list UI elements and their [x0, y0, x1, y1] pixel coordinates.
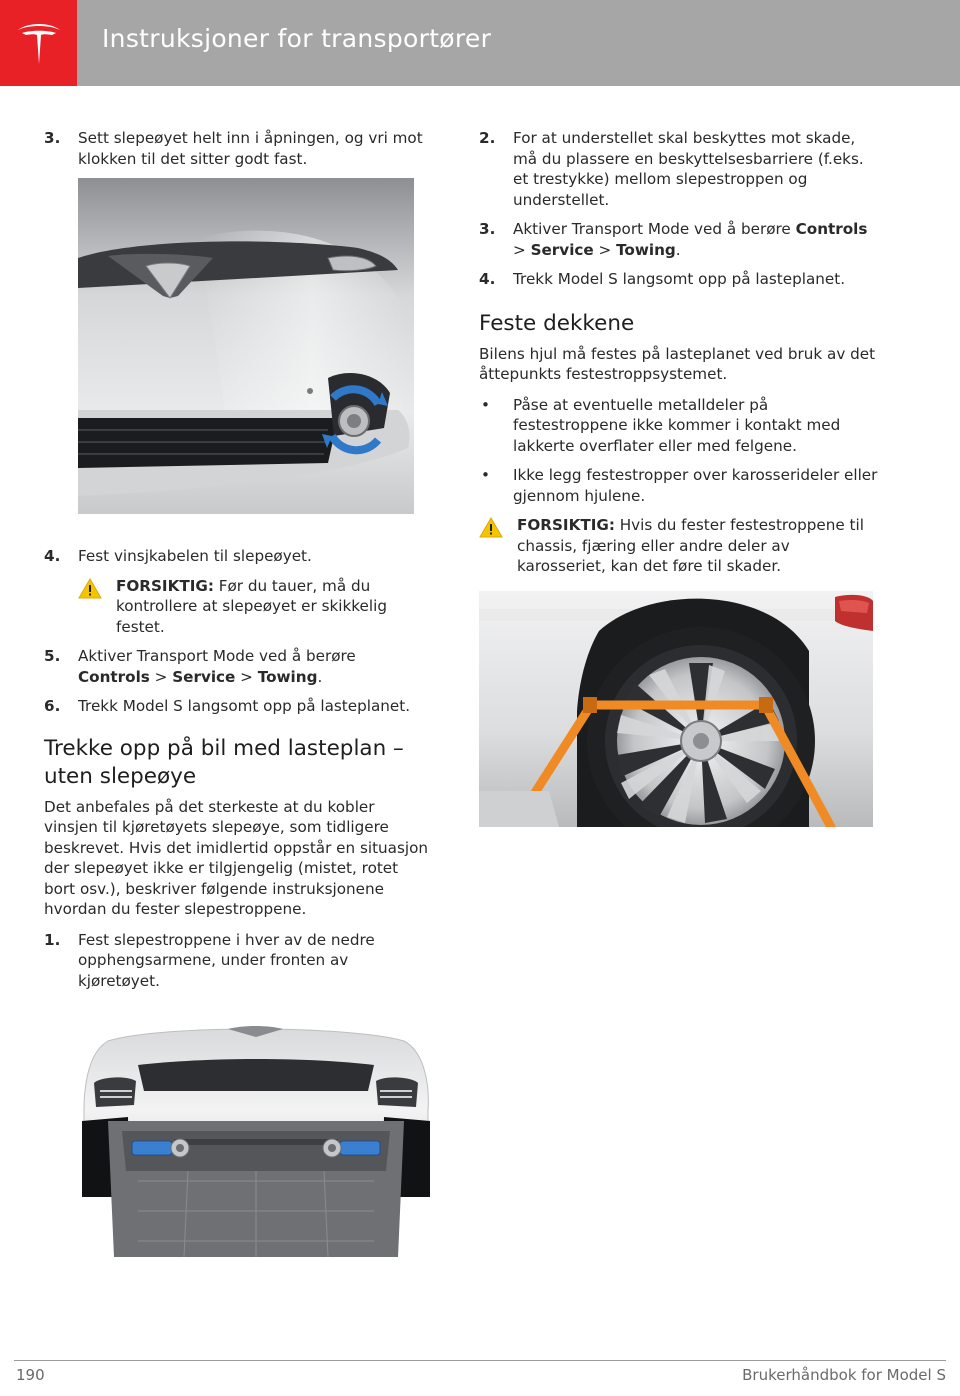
section-paragraph: Det anbefales på det sterkeste at du kobler vinsjen til kjøretøyets slepeøye, som tidligere beskrevet. Hvis det imidlertid oppstår en situasjon der slepeøyet ikke er tilgjengelig (mistet, rotet bort osv.), beskriver følgende instruksjonene hvordan du fester slepestroppene. — [44, 797, 429, 918]
section-heading-secure-tires: Feste dekkene — [479, 310, 635, 336]
left-column — [44, 128, 430, 1257]
step-number: 1. — [44, 930, 61, 949]
caution-note-left — [78, 576, 430, 638]
step-text-pre: Aktiver Transport Mode ved å berøre — [513, 220, 796, 238]
tow-eye-front-illustration — [78, 178, 414, 514]
step-text — [513, 219, 879, 260]
menu-path-separator: > — [235, 667, 258, 686]
step-5-left — [44, 646, 430, 687]
footer-divider — [14, 1360, 946, 1361]
step-number: 5. — [44, 647, 61, 665]
step-6-left — [44, 696, 430, 717]
step-3-left — [44, 128, 430, 169]
step-2-right — [479, 128, 879, 210]
right-column — [479, 128, 879, 827]
step-text: For at understellet skal beskyttes mot skade, må du plassere en beskyttelsesbarriere (f.eks. et trestykke) mellom slepestroppen og understellet. — [513, 129, 864, 209]
bullet-text: Ikke legg festestropper over karosserideler eller gjennom hjulene. — [513, 466, 878, 505]
step-text: Fest slepestroppene i hver av de nedre opphengsarmene, under fronten av kjøretøyet. — [78, 930, 375, 990]
page-header — [0, 0, 960, 86]
bullet-item — [479, 395, 879, 457]
caution-label: FORSIKTIG: — [116, 576, 214, 595]
section-heading-flatbed: Trekke opp på bil med lasteplan – uten slepeøye — [44, 735, 404, 789]
step-number: 4. — [44, 547, 61, 565]
step-text-end: . — [675, 240, 681, 259]
page-number: 190 — [16, 1366, 45, 1384]
step-text: Trekk Model S langsomt opp på lasteplanet. — [513, 270, 846, 288]
caution-text — [517, 515, 879, 577]
caution-body: Hvis du fester festestroppene til chassis, fjæring eller andre deler av karosseriet, kan det føre til skader. — [517, 516, 864, 575]
menu-path-separator: > — [149, 667, 173, 686]
step-4-left — [44, 546, 430, 567]
menu-path-separator: > — [593, 240, 617, 259]
menu-path-controls: Controls — [795, 220, 868, 238]
bullet-item — [479, 465, 879, 506]
caution-body: Før du tauer, må du kontrollere at slepeøyet er skikkelig festet. — [116, 576, 387, 636]
menu-path-service: Service — [172, 667, 236, 686]
step-text — [78, 646, 430, 687]
bullet-text: Påse at eventuelle metalldeler på festestroppene ikke kommer i kontakt med lakkerte overflater eller med felgene. — [513, 395, 841, 455]
step-text: Fest vinsjkabelen til slepeøyet. — [78, 547, 312, 565]
warning-triangle-icon — [78, 576, 116, 638]
warning-triangle-icon — [479, 515, 517, 577]
menu-path-service: Service — [530, 240, 594, 259]
menu-path-separator: > — [513, 240, 531, 259]
bullet-symbol: • — [481, 466, 490, 484]
menu-path-towing: Towing — [257, 667, 318, 686]
caution-note-right — [479, 515, 879, 577]
underbody-strap-illustration — [78, 1021, 434, 1257]
tesla-logo — [0, 0, 77, 86]
step-1-left — [44, 930, 430, 992]
step-number: 3. — [479, 220, 496, 238]
tesla-t-icon — [14, 18, 64, 68]
caution-label: FORSIKTIG: — [517, 516, 615, 534]
bullet-symbol: • — [481, 395, 490, 414]
step-text-end: . — [317, 667, 323, 686]
step-text: Sett slepeøyet helt inn i åpningen, og vri mot klokken til det sitter godt fast. — [78, 129, 423, 168]
step-number: 6. — [44, 697, 61, 715]
manual-title: Brukerhåndbok for Model S — [742, 1366, 946, 1384]
page-title: Instruksjoner for transportører — [102, 24, 492, 53]
section-paragraph: Bilens hjul må festes på lasteplanet ved bruk av det åttepunkts festestroppsystemet. — [479, 344, 876, 383]
step-number: 2. — [479, 129, 496, 147]
step-4-right — [479, 269, 879, 290]
step-number: 3. — [44, 129, 61, 147]
step-text: Trekk Model S langsomt opp på lasteplanet. — [78, 697, 411, 715]
step-number: 4. — [479, 270, 496, 288]
step-text-pre: Aktiver Transport Mode ved å berøre — [78, 647, 356, 665]
caution-text — [116, 576, 430, 638]
menu-path-controls: Controls — [78, 667, 150, 686]
menu-path-towing: Towing — [616, 240, 676, 259]
wheel-tiedown-illustration — [479, 591, 873, 827]
step-3-right — [479, 219, 879, 260]
